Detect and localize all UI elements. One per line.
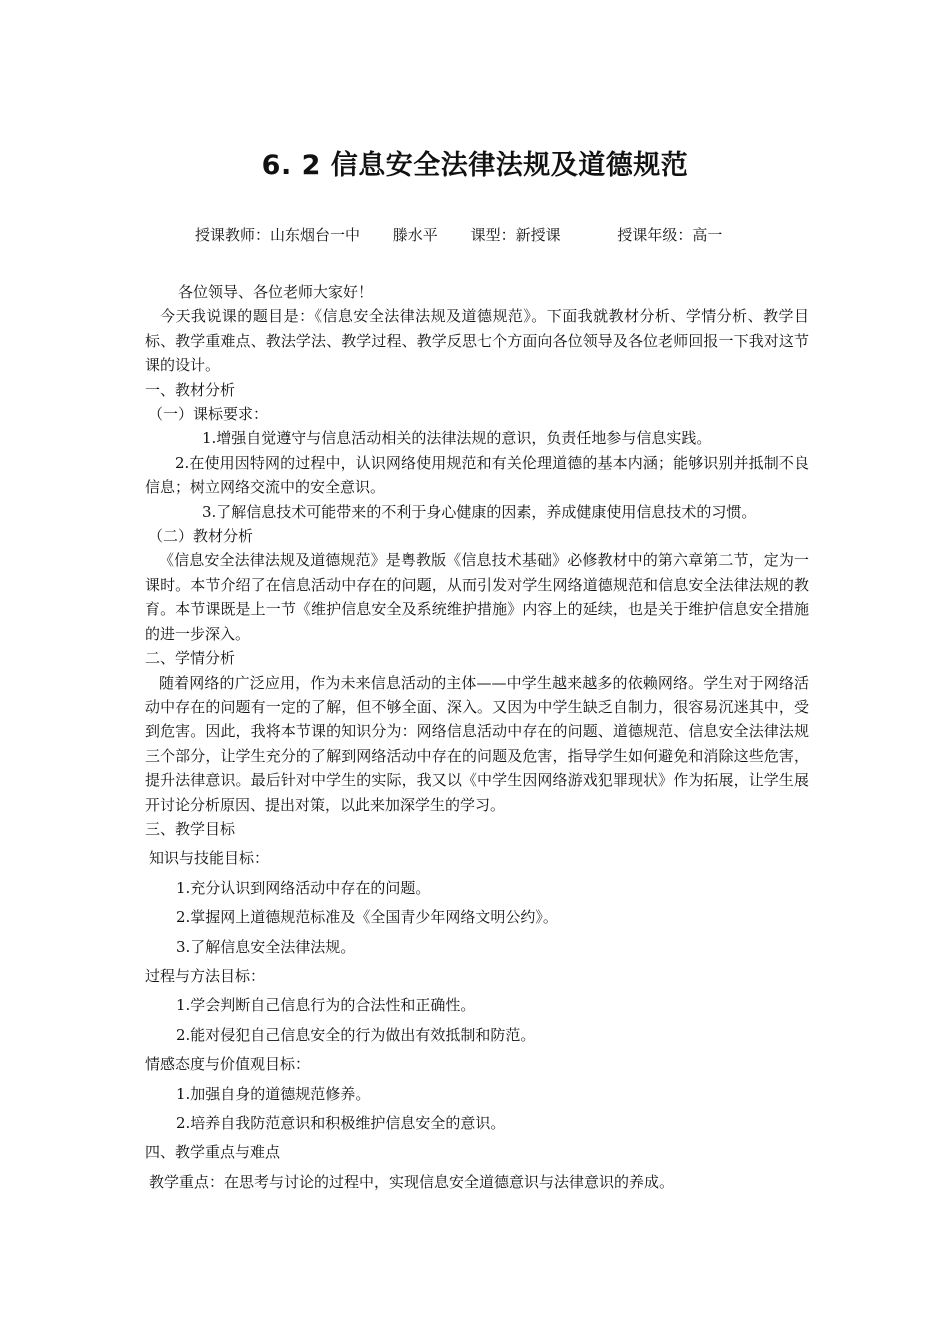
textbook-analysis-paragraph: 《信息安全法律法规及道德规范》是粤教版《信息技术基础》必修教材中的第六章第二节，定为一课时。本节介绍了在信息活动中存在的问题，从而引发对学生网络道德规范和信息安全法律法规的教育。本节课既是上一节《维护信息安全及系统维护措施》内容上的延续，也是关于维护信息安全措施的进一步深入。 — [145, 551, 809, 643]
lesson-meta — [195, 224, 722, 245]
greeting-paragraph: 各位领导、各位老师大家好！ — [178, 283, 374, 301]
lesson-grade: 授课年级：高一 — [617, 226, 723, 244]
intro-paragraph: 今天我说课的题目是：《信息安全法律法规及道德规范》。下面我就教材分析、学情分析、教学目标、教学重难点、教法学法、教学过程、教学反思七个方面向各位领导及各位老师回报一下我对这节课的设计。 — [145, 307, 809, 375]
knowledge-goals-heading: 知识与技能目标： — [149, 849, 270, 868]
knowledge-goal-2: 2.掌握网上道德规范标准及《全国青少年网络文明公约》。 — [176, 908, 558, 927]
document-title: 6. 2 信息安全法律法规及道德规范 — [261, 150, 689, 181]
subsection-heading-1: （一）课标要求： — [148, 405, 269, 424]
knowledge-goal-1: 1.充分认识到网络活动中存在的问题。 — [176, 878, 431, 897]
document-body — [145, 280, 809, 1194]
process-goal-1: 1.学会判断自己信息行为的合法性和正确性。 — [176, 996, 476, 1015]
subsection-heading-2: （二）教材分析 — [148, 527, 254, 546]
emotion-goals-heading: 情感态度与价值观目标： — [145, 1055, 311, 1074]
standard-item-1: 1.增强自觉遵守与信息活动相关的法律法规的意识，负责任地参与信息实践。 — [202, 429, 712, 448]
section-heading-2: 二、学情分析 — [145, 649, 236, 668]
section-heading-4: 四、教学重点与难点 — [145, 1143, 281, 1162]
emotion-goal-2: 2.培养自我防范意识和积极维护信息安全的意识。 — [176, 1114, 506, 1132]
teacher-name: 滕水平 — [392, 226, 438, 244]
standard-item-2: 2.在使用因特网的过程中，认识网络使用规范和有关伦理道德的基本内涵；能够识别并抵制不良信息；树立网络交流中的安全意识。 — [145, 453, 809, 497]
standard-item-3: 3.了解信息技术可能带来的不利于身心健康的因素，养成健康使用信息技术的习惯。 — [202, 502, 757, 521]
teaching-key-point: 教学重点：在思考与讨论的过程中，实现信息安全道德意识与法律意识的养成。 — [149, 1172, 675, 1191]
teacher-school: 授课教师：山东烟台一中 — [195, 226, 361, 244]
process-goals-heading: 过程与方法目标： — [145, 966, 266, 985]
section-heading-3: 三、教学目标 — [145, 819, 236, 838]
process-goal-2: 2.能对侵犯自己信息安全的行为做出有效抵制和防范。 — [176, 1025, 536, 1044]
lesson-type: 课型：新授课 — [470, 226, 561, 244]
knowledge-goal-3: 3.了解信息安全法律法规。 — [176, 937, 356, 956]
section-heading-1: 一、教材分析 — [145, 380, 236, 399]
student-analysis-paragraph: 随着网络的广泛应用，作为未来信息活动的主体——中学生越来越多的依赖网络。学生对于网络活动中存在的问题有一定的了解，但不够全面、深入。又因为中学生缺乏自制力，很容易沉迷其中，受到危害。因此，我将本节课的知识分为：网络信息活动中存在的问题、道德规范、信息安全法律法规三个部分，让学生充分的了解到网络活动中存在的问题及危害，指导学生如何避免和消除这些危害，提升法律意识。最后针对中学生的实际，我又以《中学生因网络游戏犯罪现状》作为拓展，让学生展开讨论分析原因、提出对策，以此来加深学生的学习。 — [145, 673, 809, 814]
emotion-goal-1: 1.加强自身的道德规范修养。 — [176, 1084, 371, 1103]
